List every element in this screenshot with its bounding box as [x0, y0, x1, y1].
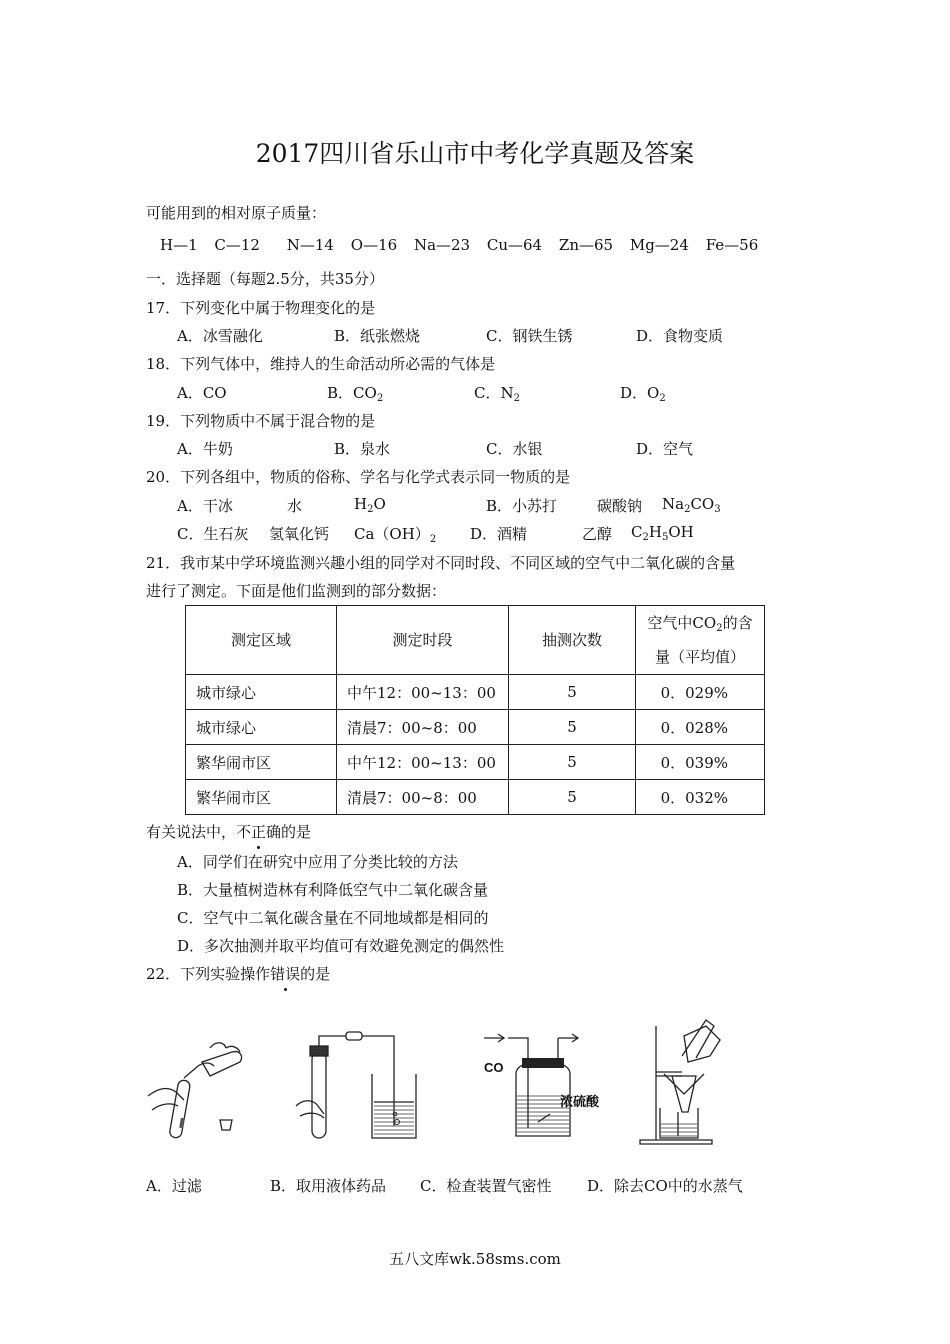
table-cell: 清晨7：00~8：00 [337, 780, 509, 815]
table-cell: 0．029% [636, 675, 765, 710]
gas-washing-bottle-figure [482, 1018, 632, 1148]
q19-option-c: C．水银 [486, 440, 543, 458]
table-cell: 0．032% [636, 780, 765, 815]
atomic-mass: Fe—56 [705, 236, 759, 254]
q20-stem: 20．下列各组中，物质的俗称、学名与化学式表示同一物质的是 [146, 468, 571, 486]
emphasis-dots: 不正确 [236, 823, 282, 841]
table-header-cell: 测定时段 [337, 606, 509, 675]
q17-option-d: D．食物变质 [636, 327, 724, 345]
atomic-mass: Na—23 [413, 236, 471, 254]
q21-option-d: D．多次抽测并取平均值可有效避免测定的偶然性 [177, 937, 505, 955]
q20-option-b-label: B．小苏打 [486, 497, 558, 515]
table-header-row [186, 606, 765, 675]
q21-option-c: C．空气中二氧化碳含量在不同地域都是相同的 [177, 909, 489, 927]
q17-option-a: A．冰雪融化 [177, 327, 263, 345]
q22-option-a: A．过滤 [146, 1177, 202, 1195]
filtration-figure [636, 1018, 726, 1148]
q19-stem: 19．下列物质中不属于混合物的是 [146, 412, 376, 430]
table-cell: 5 [509, 675, 636, 710]
table-row [186, 745, 765, 780]
q21-option-a: A．同学们在研究中应用了分类比较的方法 [177, 853, 458, 871]
q18-option-c: C．$N_2$ [474, 384, 520, 404]
atomic-masses-label: 可能用到的相对原子质量： [146, 204, 327, 222]
table-header-cell: 空气中$CO_2$的含 量（平均值） [636, 606, 765, 675]
q20-option-c-formula: $Ca(OH)_2$ [354, 525, 437, 545]
atomic-mass: O—16 [350, 236, 398, 254]
q20-option-a-name: 水 [287, 497, 303, 515]
q20-option-b-name: 碳酸钠 [597, 497, 643, 515]
q20-option-a-label: A．干冰 [177, 497, 233, 515]
table-cell: 城市绿心 [186, 675, 337, 710]
q18-option-d: D．$O_2$ [620, 384, 666, 404]
q19-option-d: D．空气 [636, 440, 694, 458]
table-cell: 5 [509, 745, 636, 780]
q18-stem: 18．下列气体中，维持人的生命活动所必需的气体是 [146, 355, 496, 373]
q17-option-c: C．钢铁生锈 [486, 327, 573, 345]
q20-option-d-formula: $C_2H_5OH$ [631, 523, 694, 543]
atomic-mass: Cu—64 [486, 236, 543, 254]
q18-option-b: B．$CO_2$ [327, 384, 384, 404]
q22-option-c: C．检查装置气密性 [420, 1177, 552, 1195]
q19-option-a: A．牛奶 [177, 440, 233, 458]
q19-option-b: B．泉水 [334, 440, 391, 458]
table-cell: 0．039% [636, 745, 765, 780]
table-header-cell: 测定区域 [186, 606, 337, 675]
table-cell: 5 [509, 780, 636, 815]
q22-option-b: B．取用液体药品 [270, 1177, 387, 1195]
q20-option-b-formula: $Na_2CO_3$ [662, 495, 721, 515]
co-label: CO [484, 1060, 504, 1075]
table-cell: 5 [509, 710, 636, 745]
table-cell: 中午12：00~13：00 [337, 745, 509, 780]
pouring-liquid-figure [140, 1018, 250, 1148]
q21-stem-line2: 进行了测定。下面是他们监测到的部分数据： [146, 582, 447, 600]
q22-stem: 22．下列实验操作错误的是 [146, 965, 331, 983]
sulfuric-acid-label: 浓硫酸 [560, 1095, 600, 1110]
atomic-mass: Zn—65 [558, 236, 614, 254]
q21-stem-line1: 21．我市某中学环境监测兴趣小组的同学对不同时段、不同区域的空气中二氧化碳的含量 [146, 554, 736, 572]
q20-option-d-label: D．酒精 [470, 525, 528, 543]
table-cell: 城市绿心 [186, 710, 337, 745]
atomic-mass: Mg—24 [629, 236, 689, 254]
page-title: 2017四川省乐山市中考化学真题及答案 [255, 139, 695, 168]
page-footer: 五八文库wk.58sms.com [389, 1250, 561, 1268]
q20-option-c-name: 氢氧化钙 [269, 525, 330, 543]
q18-option-a: A．CO [177, 384, 227, 402]
table-header-cell: 抽测次数 [509, 606, 636, 675]
atomic-masses-row [160, 236, 758, 254]
q22-option-d: D．除去CO中的水蒸气 [587, 1177, 743, 1195]
q20-option-a-formula: $H_2O$ [354, 495, 386, 515]
table-cell: 0．028% [636, 710, 765, 745]
q20-option-d-name: 乙醇 [582, 525, 613, 543]
atomic-mass: C—12 [214, 236, 260, 254]
table-row [186, 675, 765, 710]
airtightness-figure [290, 1018, 430, 1148]
table-cell: 清晨7：00~8：00 [337, 710, 509, 745]
q21-question: 有关说法中，不正确的是 [146, 823, 312, 841]
table-row [186, 780, 765, 815]
q20-option-c-label: C．生石灰 [177, 525, 249, 543]
section-heading: 一．选择题（每题2.5分，共35分） [146, 270, 384, 288]
table-row [186, 710, 765, 745]
q17-option-b: B．纸张燃烧 [334, 327, 421, 345]
emphasis-dots: 错误 [270, 965, 301, 983]
q21-option-b: B．大量植树造林有利降低空气中二氧化碳含量 [177, 881, 489, 899]
co2-data-table [185, 605, 765, 815]
table-cell: 繁华闹市区 [186, 780, 337, 815]
table-cell: 中午12：00~13：00 [337, 675, 509, 710]
atomic-mass: H—1 [160, 236, 198, 254]
q17-stem: 17．下列变化中属于物理变化的是 [146, 299, 376, 317]
atomic-mass: N—14 [286, 236, 334, 254]
table-cell: 繁华闹市区 [186, 745, 337, 780]
